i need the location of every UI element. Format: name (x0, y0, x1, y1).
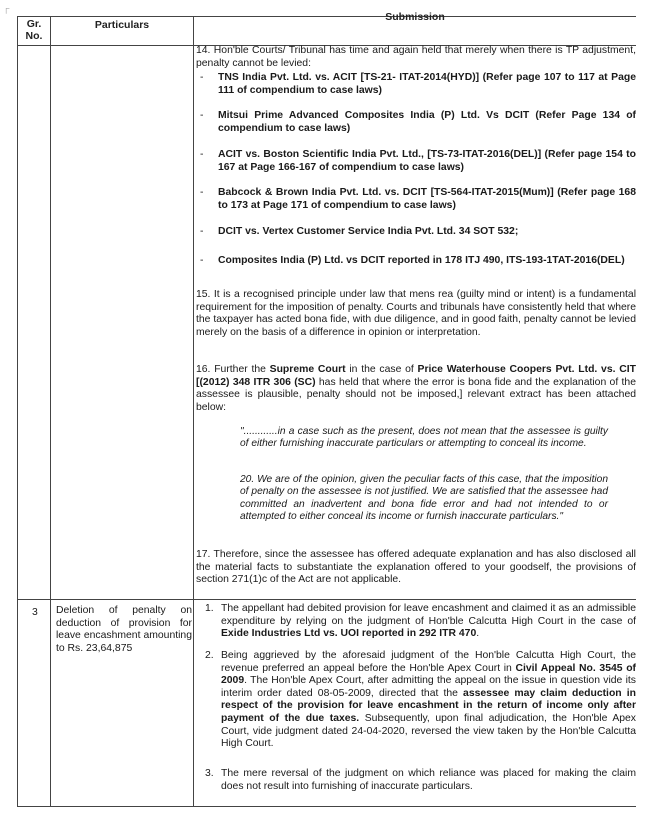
bullet-dash: - (200, 110, 204, 121)
paragraph-16 (196, 364, 636, 414)
row-3-point-2 (221, 650, 636, 751)
row-3-particulars: Deletion of penalty on deduction of provision for leave encashment amounting to Rs. 23,64,875 (56, 605, 192, 654)
p16-post: has held that where the error is bona fide and the explanation of the assessee is plausible, penalty should not be imposed,] relevant extract has been attached below: (196, 376, 636, 413)
row-3-point-3: The mere reversal of the judgment on which reliance was placed for making the claim does not result into furnishing of inaccurate particulars. (221, 768, 636, 792)
point-1-bold: Exide Industries Ltd vs. UOI reported in 292 ITR 470 (221, 628, 477, 640)
case-citation-1: TNS India Pvt. Ltd. vs. ACIT [TS-21- ITAT-2014(HYD)] (Refer page 107 to 117 at Page 111 of compendium to case laws) (218, 72, 636, 96)
case-citation-6: Composites India (P) Ltd. vs DCIT reported in 178 ITJ 490, ITS-193-1TAT-2016(DEL) (218, 255, 625, 266)
bullet-dash: - (200, 72, 204, 83)
point-1-end: . (476, 628, 480, 640)
bullet-dash: - (200, 149, 204, 160)
point-3-number: 3. (205, 768, 214, 779)
case-citation-3: ACIT vs. Boston Scientific India Pvt. Ltd., [TS-73-ITAT-2016(DEL)] (Refer page 154 to 167 at Page 166-167 of compendium to case laws) (218, 149, 636, 173)
table-left-border (17, 16, 18, 807)
row-3-gr-no: 3 (32, 607, 38, 618)
quote-extract-2: 20. We are of the opinion, given the peculiar facts of this case, that the imposition of penalty on the assessee is not justified. We are satisfied that the assessee had committed an inadvertent and bona fide error and had not intended to or attempted to either conceal its income or furnish inaccurate particulars." (240, 474, 608, 523)
point-2-text-2: . The Hon'ble Apex Court, after admitting the appeal on the issue in question vide its interim order dated 08-05-2009, directed that the (221, 675, 636, 699)
case-citation-4: Babcock & Brown India Pvt. Ltd. vs. DCIT [TS-564-ITAT-2015(Mum)] (Refer page 168 to 173 at Page 171 of compendium to case laws) (218, 187, 636, 211)
table-bottom-border (17, 806, 636, 807)
point-1-number: 1. (205, 603, 214, 614)
bullet-dash: - (200, 187, 204, 198)
point-2-bold-1: Civil Appeal No. 3545 of 2009 (221, 662, 636, 687)
paragraph-17: 17. Therefore, since the assessee has offered adequate explanation and has also disclosed all the material facts to substantiate the explanation offered to your goodself, the provisions of section 271(1)c of the Act are not applicable. (196, 549, 636, 586)
point-2-text-1: Being aggrieved by the aforesaid judgment of the Hon'ble Calcutta High Court, the revenue preferred an appeal before the Hon'ble Apex Court in (221, 650, 636, 674)
row-separator (17, 599, 636, 600)
point-2-bold-2: assessee may claim deduction in respect of the provision for leave encashment in the return of income only after payment of the due taxes. (221, 687, 636, 724)
p16-pre: 16. Further the (196, 364, 270, 375)
point-2-text-3: Subsequently, upon final adjudication, the Hon'ble Apex Court, vide judgment dated 24-04-2020, reversed the view taken by the Hon'ble Calcutta High Court. (221, 712, 637, 750)
p16-mid: in the case of (345, 364, 418, 375)
header-submission: Submission (385, 11, 445, 23)
header-gr-no: Gr. No. (25, 18, 43, 42)
p16-case: Price Waterhouse Coopers Pvt. Ltd. vs. CIT [(2012) 348 ITR 306 (SC) (196, 364, 636, 388)
p16-court: Supreme Court (269, 364, 346, 375)
paragraph-14: 14. Hon'ble Courts/ Tribunal has time and again held that merely when there is TP adjustment, penalty cannot be levied: (196, 45, 636, 69)
row-3-point-1 (221, 603, 636, 641)
header-particulars: Particulars (94, 19, 150, 31)
point-1-text: The appellant had debited provision for leave encashment and claimed it as an admissible expenditure by relying on the judgment of Hon'ble Calcutta High Court in the case of (221, 603, 636, 627)
bullet-dash: - (200, 255, 204, 266)
page-corner-mark: ┌ (3, 3, 10, 13)
col-divider-1 (50, 16, 51, 807)
col-divider-2 (193, 16, 194, 807)
bullet-dash: - (200, 226, 204, 237)
case-citation-2: Mitsui Prime Advanced Composites India (P) Ltd. Vs DCIT (Refer Page 134 of compendium to case laws) (218, 110, 636, 134)
quote-extract-1: "............in a case such as the present, does not mean that the assessee is guilty of either furnishing inaccurate particulars or attempting to conceal its income. (240, 426, 608, 450)
point-2-number: 2. (205, 650, 214, 661)
paragraph-15: 15. It is a recognised principle under law that mens rea (guilty mind or intent) is a fundamental requirement for the imposition of penalty. Courts and tribunals have consistently held that where the taxpayer has acted bona fide, with due diligence, and in good faith, penalty cannot be levied merely on the basis of a difference in opinion or interpretation. (196, 289, 636, 338)
case-citation-5: DCIT vs. Vertex Customer Service India Pvt. Ltd. 34 SOT 532; (218, 226, 519, 237)
